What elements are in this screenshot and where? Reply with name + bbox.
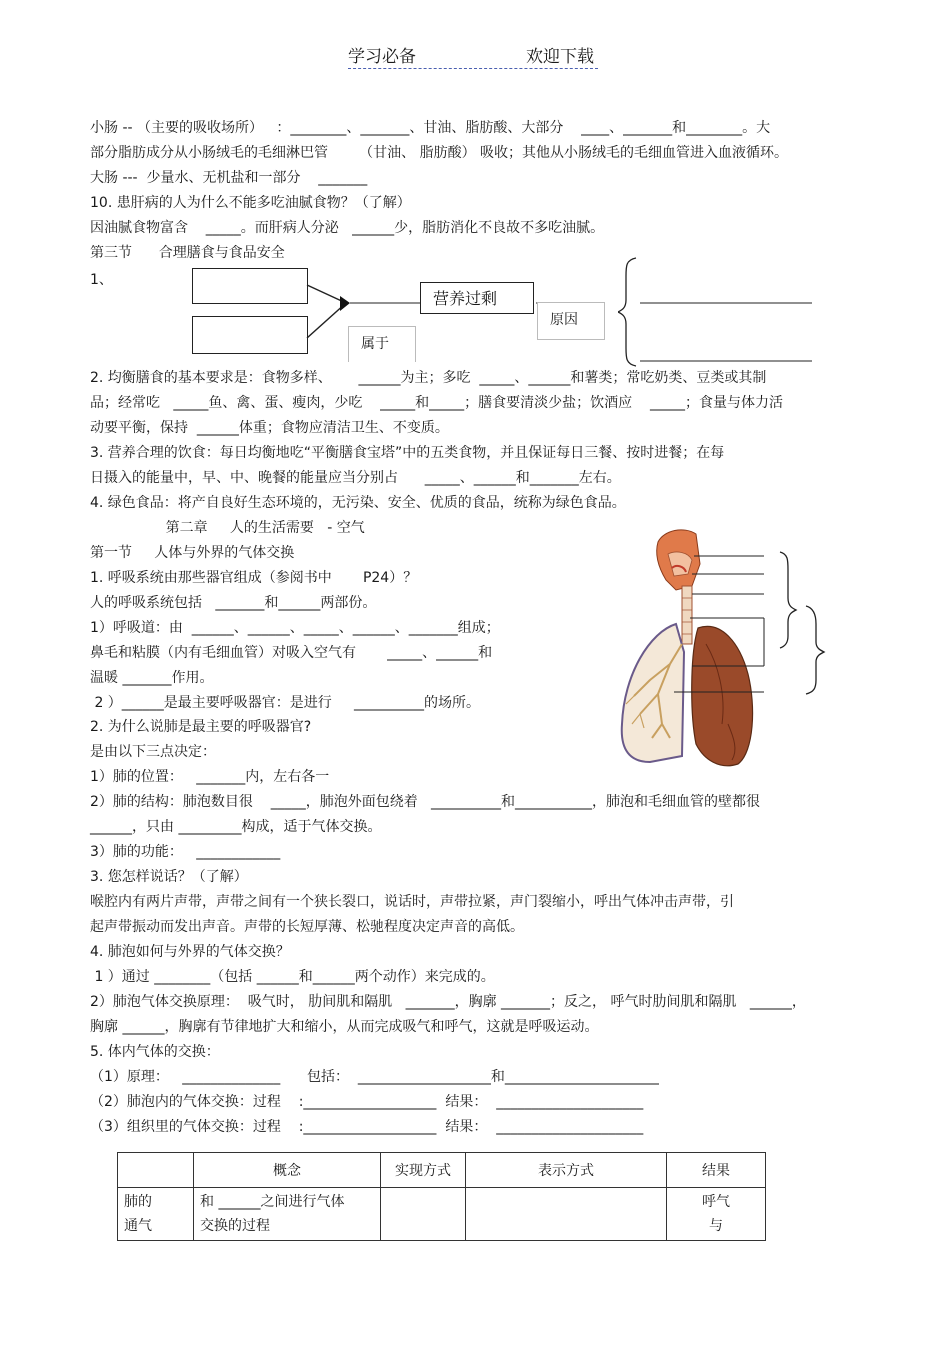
line: 3）肺的功能： ____________ [90,844,281,860]
line: 品；经常吃 _____鱼、禽、蛋、瘦肉，少吃 _____和_____；膳食要清淡少盐；饮酒应 _____；食量与体力活 [90,395,783,411]
line: 3. 您怎样说话？（了解） [90,869,248,885]
table-header-cell [118,1153,194,1188]
line: 胸廓 ______，胸廓有节律地扩大和缩小，从而完成吸气和呼气，这就是呼吸运动。 [90,1019,599,1035]
line: 1）呼吸道：由 ______、______、_____、______、_______组成； [90,620,500,636]
diagram-belongs-box: 属于 [348,326,416,362]
line: 动要平衡，保持 ______体重；食物应清洁卫生、不变质。 [90,420,449,436]
line: 起声带振动而发出声音。声带的长短厚薄、松驰程度决定声音的高低。 [90,919,524,935]
line: 1、 [90,272,113,288]
table-cell: 肺的 通气 [118,1188,194,1241]
line: （2）肺泡内的气体交换：过程 :___________________ 结果： _____________________ [90,1094,644,1110]
line: 喉腔内有两片声带，声带之间有一个狭长裂口，说话时，声带拉紧，声门裂缩小，呼出气体冲击声带，引 [90,894,734,910]
table-header-row [118,1153,766,1188]
line: 2. 均衡膳食的基本要求是：食物多样、 ______为主；多吃 _____、______和薯类；常吃奶类、豆类或其制 [90,370,767,386]
diagram-box-top [192,268,308,304]
line: 1 ）通过 ________（包括 ______和______两个动作）来完成的。 [90,969,495,985]
line: 3. 营养合理的饮食：每日均衡地吃“平衡膳食宝塔”中的五类食物，并且保证每日三餐、按时进餐；在每 [90,445,725,461]
table-header-cell: 结果 [667,1153,766,1188]
line: 1）肺的位置： _______内，左右各一 [90,769,330,785]
line: ______，只由 _________构成，适于气体交换。 [90,819,382,835]
line: 2）肺泡气体交换原理： 吸气时， 肋间肌和隔肌 _______，胸廓 _______；反之， 呼气时肋间肌和隔肌 ______， [90,994,806,1010]
table-cell: 和 ______之间进行气体 交换的过程 [194,1188,381,1241]
line: 10. 患肝病的人为什么不能多吃油腻食物？（了解） [90,195,411,211]
diagram-cause-box: 原因 [537,302,605,340]
header-left: 学习必备 [348,47,416,67]
table-header-cell: 表示方式 [466,1153,667,1188]
table-header-cell: 实现方式 [381,1153,466,1188]
diagram-brace [618,256,818,368]
line: 5. 体内气体的交换： [90,1044,220,1060]
line: （1）原理： ______________ 包括： ___________________和______________________ [90,1069,659,1085]
respiratory-system-illustration [610,524,830,770]
line: 2）肺的结构：肺泡数目很 _____，肺泡外面包绕着 __________和___________，肺泡和毛细血管的壁都很 [90,794,761,810]
line: 1. 呼吸系统由那些器官组成（参阅书中 P24）？ [90,570,418,586]
line: 因油腻食物富含 _____。而肝病人分泌 ______少，脂肪消化不良故不多吃油腻。 [90,220,605,236]
line: 2. 为什么说肺是最主要的呼吸器官? [90,719,312,735]
line: 人的呼吸系统包括 _______和______两部份。 [90,595,377,611]
page-header [348,42,598,69]
line: 大肠 --- 少量水、无机盐和一部分 _______ [90,170,368,186]
table-row [118,1188,766,1241]
table-header-cell: 概念 [194,1153,381,1188]
chapter-title: 第二章 人的生活需要 - 空气 [90,520,365,536]
table-cell [381,1188,466,1241]
line: 4. 肺泡如何与外界的气体交换？ [90,944,290,960]
header-right: 欢迎下载 [526,47,594,67]
diagram-box-bottom [192,316,308,354]
table-cell [466,1188,667,1241]
diagram-center-box: 营养过剩 [420,282,534,314]
line: 小肠 -- （主要的吸收场所） ：________、_______、甘油、脂肪酸、大部分 ____、_______和________。大 [90,120,771,136]
line: 是由以下三点决定： [90,744,216,760]
table-cell: 呼气 与 [667,1188,766,1241]
line: 2 ）______是最主要呼吸器官：是进行 __________的场所。 [90,695,481,711]
line: 鼻毛和粘膜（内有毛细血管）对吸入空气有 _____、______和 [90,645,493,661]
line: （3）组织里的气体交换：过程 :___________________ 结果： _____________________ [90,1119,644,1135]
line: 温暖 _______作用。 [90,670,214,686]
line: 第一节 人体与外界的气体交换 [90,545,295,561]
line: 日摄入的能量中，早、中、晚餐的能量应当分别占 _____、______和_______左右。 [90,470,621,486]
line: 4. 绿色食品：将产自良好生态环境的，无污染、安全、优质的食品，统称为绿色食品。 [90,495,626,511]
line: 第三节 合理膳食与食品安全 [90,245,285,261]
line: 部分脂肪成分从小肠绒毛的毛细淋巴管 （甘油、 脂肪酸） 吸收；其他从小肠绒毛的毛细血管进入血液循环。 [90,145,789,161]
gas-exchange-table [117,1152,766,1241]
